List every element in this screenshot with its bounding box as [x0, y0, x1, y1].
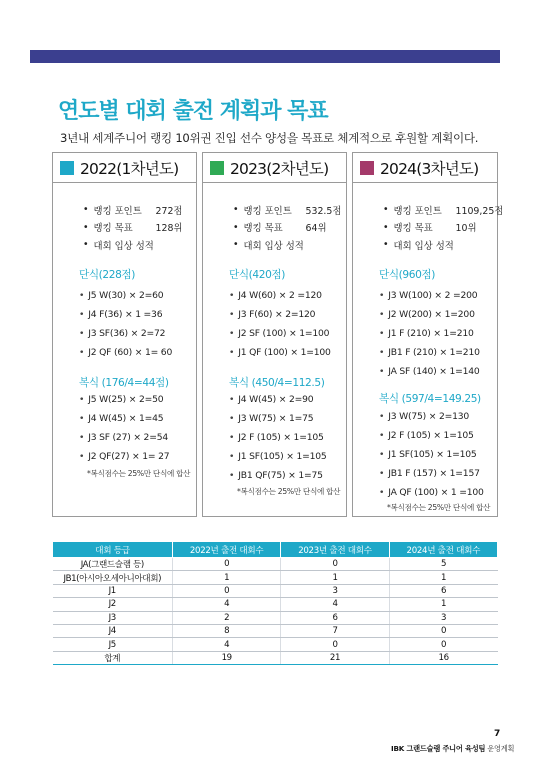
table-row: J5 4 0 0	[53, 638, 498, 651]
doubles-note: *복식점수는 25%만 단식에 합산	[387, 503, 491, 512]
ranking-goal-value: 128위	[155, 223, 183, 235]
intro-text: 3년내 세계주니어 랭킹 10위권 진입 선수 양성을 목표로 체계적으로 후원할 계획이다.	[60, 131, 479, 145]
singles-title: 단식(960점)	[379, 269, 435, 281]
singles-list	[229, 286, 331, 362]
list-item: • J1 SF(105) × 1=105	[229, 451, 327, 462]
footer-doc: 운영계획	[487, 744, 515, 753]
tournament-count-table	[52, 541, 498, 665]
ranking-goal-value: 64위	[305, 223, 327, 235]
ranking-goal-row: • 랭킹 목표 64위	[233, 221, 327, 235]
ranking-points-row: • 랭킹 포인트 532.5점	[233, 204, 342, 217]
list-item: • JA QF (100) × 1 =100	[379, 487, 484, 498]
table-row: J3 2 6 3	[53, 611, 498, 624]
doubles-list	[379, 407, 484, 502]
table-row: J4 8 7 0	[53, 624, 498, 637]
ranking-summary	[383, 201, 503, 254]
singles-title: 단식(420점)	[229, 269, 285, 281]
year-color-swatch	[360, 161, 374, 175]
list-item: • J3 W(100) × 2 =200	[379, 290, 478, 301]
list-item: • JB1 F (210) × 1=210	[379, 347, 480, 358]
singles-list	[379, 286, 480, 381]
plan-card-2024	[352, 152, 504, 517]
ranking-goal-row: • 랭킹 목표 128위	[83, 221, 183, 235]
list-item: • J2 F (105) × 1=105	[229, 432, 324, 443]
list-item: • J2 QF (60) × 1= 60	[79, 347, 173, 358]
year-color-swatch	[210, 161, 224, 175]
list-item: • J2 F (105) × 1=105	[379, 430, 474, 441]
list-item: • JB1 F (157) × 1=157	[379, 468, 480, 479]
list-item: • J4 W(60) × 2 =120	[229, 290, 322, 301]
ranking-goal-value: 10위	[455, 223, 477, 235]
ranking-goal-row: • 랭킹 목표 10위	[383, 221, 477, 235]
ranking-points-row: • 랭킹 포인트 272점	[83, 204, 183, 217]
card-header	[53, 153, 196, 183]
list-item: • JB1 QF(75) × 1=75	[229, 470, 323, 481]
ranking-points-value: 272점	[155, 205, 183, 217]
column-header: 2022년 출전 대회수	[173, 542, 281, 558]
table-row: JA(그랜드슬램 등) 0 0 5	[53, 558, 498, 571]
list-item: • J5 W(30) × 2=60	[79, 290, 164, 301]
header-band	[30, 50, 500, 63]
results-row: • 대회 입상 성적	[383, 239, 454, 252]
column-header: 대회 등급	[53, 542, 173, 558]
footer-brand: IBK 그랜드슬램 주니어 육성팀	[391, 744, 486, 753]
list-item: • J1 SF(105) × 1=105	[379, 449, 477, 460]
table-row: J2 4 4 1	[53, 598, 498, 611]
table-row: JB1(아시아오세아니아대회) 1 1 1	[53, 571, 498, 584]
card-header	[203, 153, 346, 183]
doubles-note: *복식점수는 25%만 단식에 합산	[87, 469, 191, 478]
ranking-points-value: 532.5점	[305, 205, 342, 217]
list-item: • J2 QF(27) × 1= 27	[79, 451, 170, 462]
table-header-row	[53, 542, 498, 558]
card-header	[353, 153, 497, 183]
page-title: 연도별 대회 출전 계획과 목표	[58, 99, 328, 124]
column-header: 2023년 출전 대회수	[281, 542, 389, 558]
list-item: • J4 W(45) × 2=90	[229, 394, 314, 405]
results-row: • 대회 입상 성적	[83, 239, 154, 252]
list-item: • J3 W(75) × 2=130	[379, 411, 470, 422]
list-item: • J4 W(45) × 1=45	[79, 413, 164, 424]
singles-list	[79, 286, 172, 362]
ranking-points-value: 1109,25점	[455, 205, 504, 217]
list-item: • J1 QF (100) × 1=100	[229, 347, 331, 358]
plan-card-2023	[202, 152, 347, 517]
list-item: • J5 W(25) × 2=50	[79, 394, 164, 405]
doubles-list	[79, 390, 169, 466]
ranking-points-row: • 랭킹 포인트 1109,25점	[383, 204, 504, 217]
page-number: 7	[494, 729, 501, 739]
year-color-swatch	[60, 161, 74, 175]
doubles-note: *복식점수는 25%만 단식에 합산	[237, 487, 341, 496]
list-item: • J3 SF (27) × 2=54	[79, 432, 168, 443]
list-item: • J3 W(75) × 1=75	[229, 413, 314, 424]
column-header: 2024년 출전 대회수	[389, 542, 497, 558]
list-item: • J4 F(36) × 1 =36	[79, 309, 163, 320]
year-title: 2023(2차년도)	[230, 159, 329, 178]
list-item: • J3 F(60) × 2=120	[229, 309, 316, 320]
footer-text	[391, 744, 514, 754]
year-title: 2022(1차년도)	[80, 159, 179, 178]
doubles-title: 복식 (176/4=44점)	[79, 377, 169, 389]
results-row: • 대회 입상 성적	[233, 239, 304, 252]
list-item: • J2 W(200) × 1=200	[379, 309, 475, 320]
list-item: • JA SF (140) × 1=140	[379, 366, 480, 377]
year-title: 2024(3차년도)	[380, 159, 479, 178]
singles-title: 단식(228점)	[79, 269, 135, 281]
list-item: • J3 SF(36) × 2=72	[79, 328, 166, 339]
table-total-row: 합계 19 21 16	[53, 651, 498, 664]
doubles-title: 복식 (450/4=112.5)	[229, 377, 325, 389]
list-item: • J2 SF (100) × 1=100	[229, 328, 330, 339]
ranking-summary	[83, 201, 182, 254]
doubles-title: 복식 (597/4=149.25)	[379, 393, 481, 405]
ranking-summary	[233, 201, 341, 254]
table-row: J1 0 3 6	[53, 584, 498, 597]
plan-card-2022	[52, 152, 197, 517]
doubles-list	[229, 390, 327, 485]
list-item: • J1 F (210) × 1=210	[379, 328, 474, 339]
